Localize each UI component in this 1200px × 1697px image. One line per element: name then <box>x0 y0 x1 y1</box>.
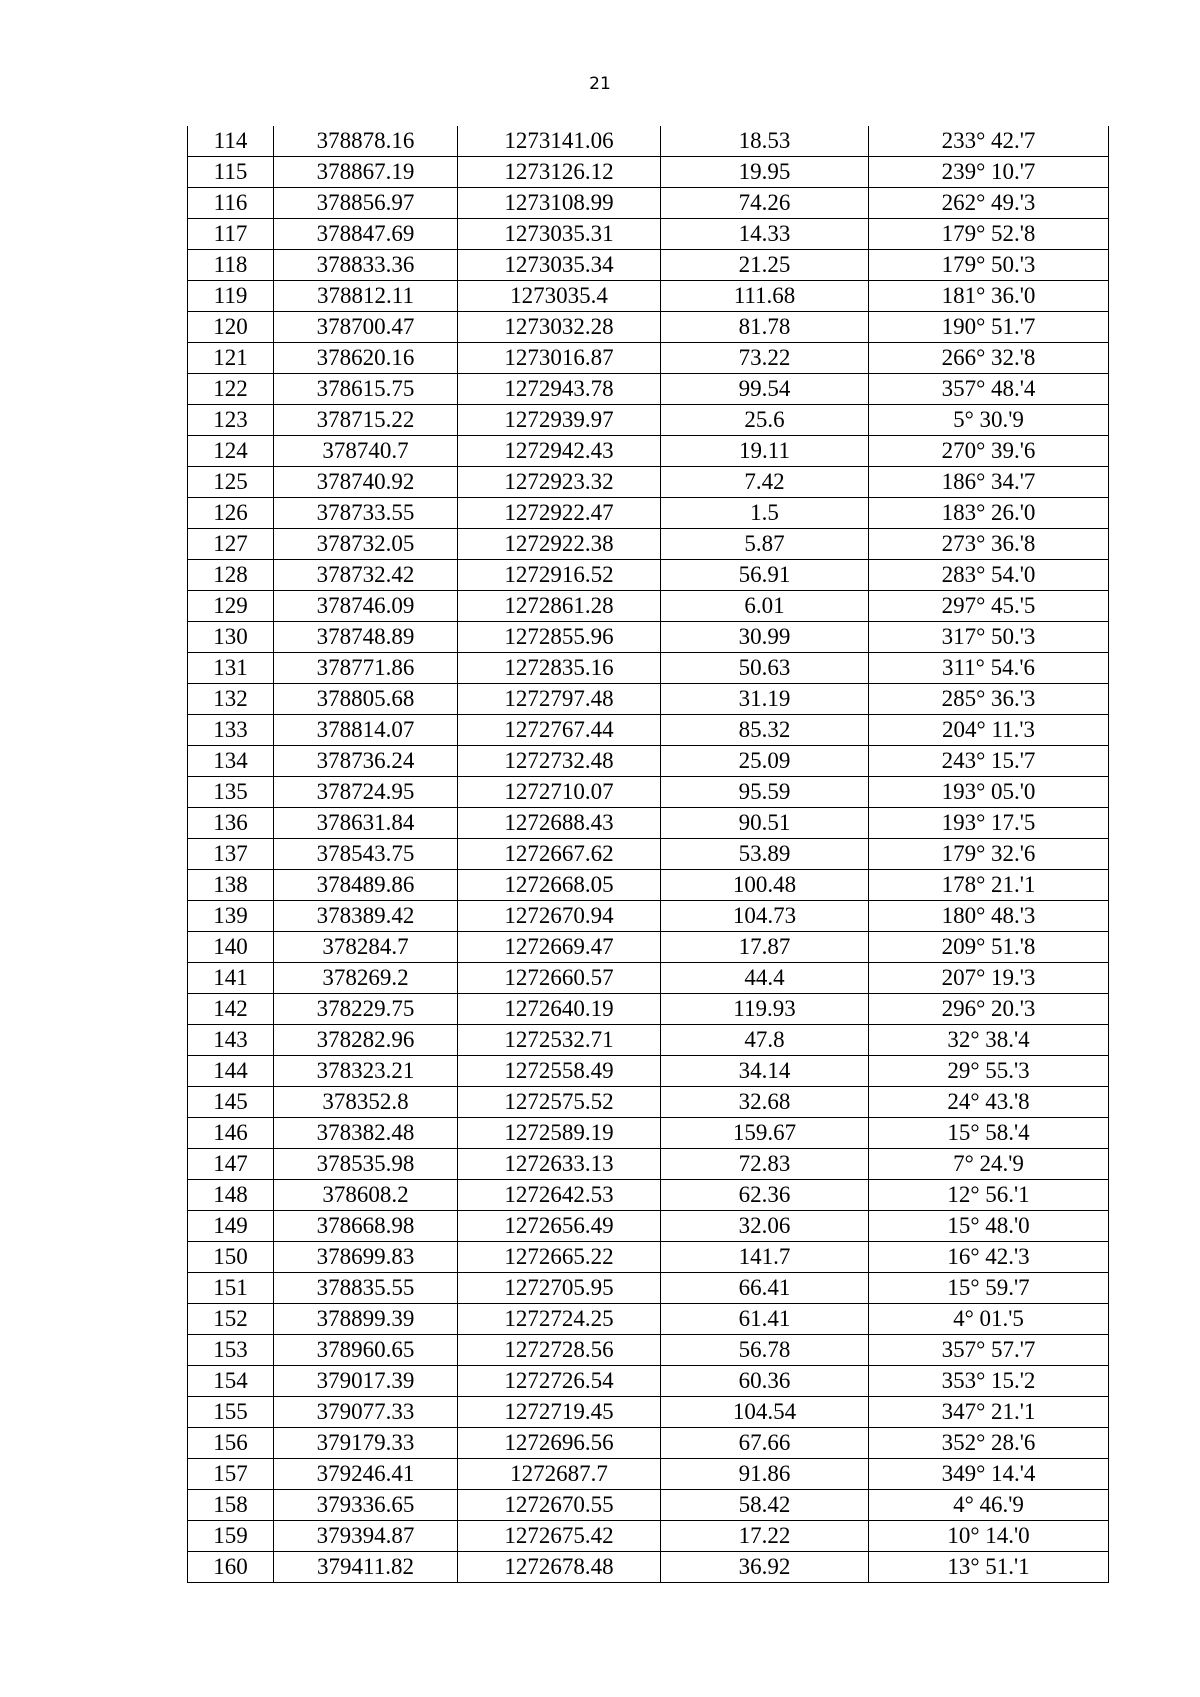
point-number-cell: 132 <box>188 684 274 715</box>
coordinates-table <box>187 126 1109 1583</box>
distance-cell: 100.48 <box>661 870 869 901</box>
table-row <box>188 1335 1109 1366</box>
x-coordinate-cell: 378746.09 <box>274 591 458 622</box>
y-coordinate-cell: 1272705.95 <box>458 1273 661 1304</box>
bearing-cell: 180° 48.'3 <box>869 901 1109 932</box>
table-row <box>188 1149 1109 1180</box>
table-row <box>188 343 1109 374</box>
bearing-cell: 24° 43.'8 <box>869 1087 1109 1118</box>
point-number-cell: 116 <box>188 188 274 219</box>
distance-cell: 25.09 <box>661 746 869 777</box>
distance-cell: 85.32 <box>661 715 869 746</box>
x-coordinate-cell: 378489.86 <box>274 870 458 901</box>
distance-cell: 81.78 <box>661 312 869 343</box>
x-coordinate-cell: 378608.2 <box>274 1180 458 1211</box>
point-number-cell: 153 <box>188 1335 274 1366</box>
bearing-cell: 266° 32.'8 <box>869 343 1109 374</box>
table-row <box>188 281 1109 312</box>
x-coordinate-cell: 378620.16 <box>274 343 458 374</box>
bearing-cell: 239° 10.'7 <box>869 157 1109 188</box>
y-coordinate-cell: 1272668.05 <box>458 870 661 901</box>
y-coordinate-cell: 1273035.34 <box>458 250 661 281</box>
table-row <box>188 746 1109 777</box>
distance-cell: 18.53 <box>661 126 869 157</box>
table-row <box>188 1459 1109 1490</box>
x-coordinate-cell: 379411.82 <box>274 1552 458 1583</box>
bearing-cell: 317° 50.'3 <box>869 622 1109 653</box>
x-coordinate-cell: 378724.95 <box>274 777 458 808</box>
y-coordinate-cell: 1272678.48 <box>458 1552 661 1583</box>
bearing-cell: 13° 51.'1 <box>869 1552 1109 1583</box>
point-number-cell: 126 <box>188 498 274 529</box>
x-coordinate-cell: 378615.75 <box>274 374 458 405</box>
distance-cell: 72.83 <box>661 1149 869 1180</box>
point-number-cell: 141 <box>188 963 274 994</box>
distance-cell: 31.19 <box>661 684 869 715</box>
bearing-cell: 4° 01.'5 <box>869 1304 1109 1335</box>
distance-cell: 6.01 <box>661 591 869 622</box>
point-number-cell: 157 <box>188 1459 274 1490</box>
point-number-cell: 150 <box>188 1242 274 1273</box>
distance-cell: 50.63 <box>661 653 869 684</box>
distance-cell: 32.06 <box>661 1211 869 1242</box>
distance-cell: 58.42 <box>661 1490 869 1521</box>
y-coordinate-cell: 1272710.07 <box>458 777 661 808</box>
distance-cell: 90.51 <box>661 808 869 839</box>
distance-cell: 1.5 <box>661 498 869 529</box>
point-number-cell: 151 <box>188 1273 274 1304</box>
y-coordinate-cell: 1272667.62 <box>458 839 661 870</box>
x-coordinate-cell: 378732.42 <box>274 560 458 591</box>
table-row <box>188 963 1109 994</box>
table-row <box>188 1180 1109 1211</box>
y-coordinate-cell: 1272797.48 <box>458 684 661 715</box>
y-coordinate-cell: 1272633.13 <box>458 1149 661 1180</box>
distance-cell: 159.67 <box>661 1118 869 1149</box>
x-coordinate-cell: 379394.87 <box>274 1521 458 1552</box>
distance-cell: 19.11 <box>661 436 869 467</box>
point-number-cell: 144 <box>188 1056 274 1087</box>
distance-cell: 74.26 <box>661 188 869 219</box>
distance-cell: 17.22 <box>661 1521 869 1552</box>
distance-cell: 62.36 <box>661 1180 869 1211</box>
table-row <box>188 1521 1109 1552</box>
bearing-cell: 183° 26.'0 <box>869 498 1109 529</box>
table-row <box>188 839 1109 870</box>
distance-cell: 25.6 <box>661 405 869 436</box>
point-number-cell: 142 <box>188 994 274 1025</box>
table-row <box>188 219 1109 250</box>
y-coordinate-cell: 1272861.28 <box>458 591 661 622</box>
x-coordinate-cell: 378733.55 <box>274 498 458 529</box>
x-coordinate-cell: 378284.7 <box>274 932 458 963</box>
bearing-cell: 352° 28.'6 <box>869 1428 1109 1459</box>
point-number-cell: 152 <box>188 1304 274 1335</box>
x-coordinate-cell: 378631.84 <box>274 808 458 839</box>
x-coordinate-cell: 378535.98 <box>274 1149 458 1180</box>
distance-cell: 21.25 <box>661 250 869 281</box>
bearing-cell: 15° 58.'4 <box>869 1118 1109 1149</box>
point-number-cell: 146 <box>188 1118 274 1149</box>
y-coordinate-cell: 1273016.87 <box>458 343 661 374</box>
point-number-cell: 125 <box>188 467 274 498</box>
y-coordinate-cell: 1273108.99 <box>458 188 661 219</box>
distance-cell: 30.99 <box>661 622 869 653</box>
x-coordinate-cell: 378382.48 <box>274 1118 458 1149</box>
bearing-cell: 347° 21.'1 <box>869 1397 1109 1428</box>
y-coordinate-cell: 1272726.54 <box>458 1366 661 1397</box>
table-row <box>188 126 1109 157</box>
table-row <box>188 1118 1109 1149</box>
table-row <box>188 715 1109 746</box>
bearing-cell: 353° 15.'2 <box>869 1366 1109 1397</box>
x-coordinate-cell: 378805.68 <box>274 684 458 715</box>
x-coordinate-cell: 378668.98 <box>274 1211 458 1242</box>
x-coordinate-cell: 378814.07 <box>274 715 458 746</box>
point-number-cell: 148 <box>188 1180 274 1211</box>
x-coordinate-cell: 378282.96 <box>274 1025 458 1056</box>
bearing-cell: 178° 21.'1 <box>869 870 1109 901</box>
y-coordinate-cell: 1272939.97 <box>458 405 661 436</box>
y-coordinate-cell: 1272656.49 <box>458 1211 661 1242</box>
table-row <box>188 932 1109 963</box>
bearing-cell: 357° 48.'4 <box>869 374 1109 405</box>
y-coordinate-cell: 1272687.7 <box>458 1459 661 1490</box>
bearing-cell: 190° 51.'7 <box>869 312 1109 343</box>
x-coordinate-cell: 378847.69 <box>274 219 458 250</box>
x-coordinate-cell: 378960.65 <box>274 1335 458 1366</box>
distance-cell: 95.59 <box>661 777 869 808</box>
bearing-cell: 7° 24.'9 <box>869 1149 1109 1180</box>
distance-cell: 32.68 <box>661 1087 869 1118</box>
x-coordinate-cell: 379017.39 <box>274 1366 458 1397</box>
table-row <box>188 1428 1109 1459</box>
x-coordinate-cell: 378269.2 <box>274 963 458 994</box>
table-row <box>188 1304 1109 1335</box>
bearing-cell: 179° 50.'3 <box>869 250 1109 281</box>
x-coordinate-cell: 378700.47 <box>274 312 458 343</box>
table-row <box>188 901 1109 932</box>
point-number-cell: 137 <box>188 839 274 870</box>
y-coordinate-cell: 1273141.06 <box>458 126 661 157</box>
table-row <box>188 777 1109 808</box>
coordinates-table-body <box>188 126 1109 1583</box>
x-coordinate-cell: 378736.24 <box>274 746 458 777</box>
y-coordinate-cell: 1272575.52 <box>458 1087 661 1118</box>
point-number-cell: 145 <box>188 1087 274 1118</box>
distance-cell: 61.41 <box>661 1304 869 1335</box>
x-coordinate-cell: 379179.33 <box>274 1428 458 1459</box>
bearing-cell: 207° 19.'3 <box>869 963 1109 994</box>
point-number-cell: 136 <box>188 808 274 839</box>
y-coordinate-cell: 1272922.38 <box>458 529 661 560</box>
bearing-cell: 12° 56.'1 <box>869 1180 1109 1211</box>
point-number-cell: 158 <box>188 1490 274 1521</box>
y-coordinate-cell: 1272642.53 <box>458 1180 661 1211</box>
distance-cell: 5.87 <box>661 529 869 560</box>
point-number-cell: 131 <box>188 653 274 684</box>
y-coordinate-cell: 1272732.48 <box>458 746 661 777</box>
bearing-cell: 233° 42.'7 <box>869 126 1109 157</box>
bearing-cell: 270° 39.'6 <box>869 436 1109 467</box>
bearing-cell: 29° 55.'3 <box>869 1056 1109 1087</box>
point-number-cell: 118 <box>188 250 274 281</box>
point-number-cell: 124 <box>188 436 274 467</box>
x-coordinate-cell: 378699.83 <box>274 1242 458 1273</box>
bearing-cell: 181° 36.'0 <box>869 281 1109 312</box>
point-number-cell: 156 <box>188 1428 274 1459</box>
distance-cell: 111.68 <box>661 281 869 312</box>
distance-cell: 17.87 <box>661 932 869 963</box>
x-coordinate-cell: 378771.86 <box>274 653 458 684</box>
y-coordinate-cell: 1272835.16 <box>458 653 661 684</box>
point-number-cell: 123 <box>188 405 274 436</box>
y-coordinate-cell: 1272922.47 <box>458 498 661 529</box>
distance-cell: 91.86 <box>661 1459 869 1490</box>
table-row <box>188 188 1109 219</box>
distance-cell: 19.95 <box>661 157 869 188</box>
bearing-cell: 283° 54.'0 <box>869 560 1109 591</box>
y-coordinate-cell: 1272724.25 <box>458 1304 661 1335</box>
table-row <box>188 405 1109 436</box>
point-number-cell: 134 <box>188 746 274 777</box>
point-number-cell: 128 <box>188 560 274 591</box>
y-coordinate-cell: 1272640.19 <box>458 994 661 1025</box>
table-row <box>188 1490 1109 1521</box>
point-number-cell: 122 <box>188 374 274 405</box>
table-row <box>188 374 1109 405</box>
bearing-cell: 349° 14.'4 <box>869 1459 1109 1490</box>
bearing-cell: 179° 32.'6 <box>869 839 1109 870</box>
table-row <box>188 1242 1109 1273</box>
point-number-cell: 120 <box>188 312 274 343</box>
x-coordinate-cell: 378732.05 <box>274 529 458 560</box>
table-row <box>188 591 1109 622</box>
point-number-cell: 143 <box>188 1025 274 1056</box>
distance-cell: 47.8 <box>661 1025 869 1056</box>
y-coordinate-cell: 1272696.56 <box>458 1428 661 1459</box>
x-coordinate-cell: 378833.36 <box>274 250 458 281</box>
y-coordinate-cell: 1272532.71 <box>458 1025 661 1056</box>
distance-cell: 104.73 <box>661 901 869 932</box>
x-coordinate-cell: 378878.16 <box>274 126 458 157</box>
distance-cell: 53.89 <box>661 839 869 870</box>
x-coordinate-cell: 378352.8 <box>274 1087 458 1118</box>
point-number-cell: 127 <box>188 529 274 560</box>
table-row <box>188 436 1109 467</box>
y-coordinate-cell: 1272665.22 <box>458 1242 661 1273</box>
bearing-cell: 32° 38.'4 <box>869 1025 1109 1056</box>
page-number: 21 <box>589 74 611 94</box>
y-coordinate-cell: 1272670.94 <box>458 901 661 932</box>
x-coordinate-cell: 378748.89 <box>274 622 458 653</box>
bearing-cell: 193° 05.'0 <box>869 777 1109 808</box>
x-coordinate-cell: 379077.33 <box>274 1397 458 1428</box>
distance-cell: 73.22 <box>661 343 869 374</box>
y-coordinate-cell: 1272589.19 <box>458 1118 661 1149</box>
y-coordinate-cell: 1272855.96 <box>458 622 661 653</box>
point-number-cell: 130 <box>188 622 274 653</box>
table-row <box>188 498 1109 529</box>
distance-cell: 67.66 <box>661 1428 869 1459</box>
y-coordinate-cell: 1272943.78 <box>458 374 661 405</box>
bearing-cell: 357° 57.'7 <box>869 1335 1109 1366</box>
point-number-cell: 154 <box>188 1366 274 1397</box>
y-coordinate-cell: 1272670.55 <box>458 1490 661 1521</box>
table-row <box>188 684 1109 715</box>
x-coordinate-cell: 378899.39 <box>274 1304 458 1335</box>
table-row <box>188 560 1109 591</box>
table-row <box>188 467 1109 498</box>
table-row <box>188 157 1109 188</box>
bearing-cell: 15° 59.'7 <box>869 1273 1109 1304</box>
y-coordinate-cell: 1272942.43 <box>458 436 661 467</box>
table-row <box>188 250 1109 281</box>
bearing-cell: 262° 49.'3 <box>869 188 1109 219</box>
point-number-cell: 121 <box>188 343 274 374</box>
table-row <box>188 1211 1109 1242</box>
y-coordinate-cell: 1273126.12 <box>458 157 661 188</box>
bearing-cell: 15° 48.'0 <box>869 1211 1109 1242</box>
point-number-cell: 133 <box>188 715 274 746</box>
y-coordinate-cell: 1273035.4 <box>458 281 661 312</box>
bearing-cell: 311° 54.'6 <box>869 653 1109 684</box>
table-row <box>188 870 1109 901</box>
distance-cell: 141.7 <box>661 1242 869 1273</box>
x-coordinate-cell: 378856.97 <box>274 188 458 219</box>
y-coordinate-cell: 1272719.45 <box>458 1397 661 1428</box>
x-coordinate-cell: 378740.92 <box>274 467 458 498</box>
point-number-cell: 159 <box>188 1521 274 1552</box>
bearing-cell: 186° 34.'7 <box>869 467 1109 498</box>
bearing-cell: 204° 11.'3 <box>869 715 1109 746</box>
y-coordinate-cell: 1272916.52 <box>458 560 661 591</box>
point-number-cell: 149 <box>188 1211 274 1242</box>
bearing-cell: 273° 36.'8 <box>869 529 1109 560</box>
distance-cell: 99.54 <box>661 374 869 405</box>
table-row <box>188 312 1109 343</box>
point-number-cell: 129 <box>188 591 274 622</box>
distance-cell: 119.93 <box>661 994 869 1025</box>
x-coordinate-cell: 378323.21 <box>274 1056 458 1087</box>
x-coordinate-cell: 379246.41 <box>274 1459 458 1490</box>
y-coordinate-cell: 1272669.47 <box>458 932 661 963</box>
point-number-cell: 119 <box>188 281 274 312</box>
table-row <box>188 1366 1109 1397</box>
point-number-cell: 135 <box>188 777 274 808</box>
table-row <box>188 1056 1109 1087</box>
bearing-cell: 193° 17.'5 <box>869 808 1109 839</box>
table-row <box>188 653 1109 684</box>
distance-cell: 14.33 <box>661 219 869 250</box>
point-number-cell: 139 <box>188 901 274 932</box>
x-coordinate-cell: 378740.7 <box>274 436 458 467</box>
point-number-cell: 140 <box>188 932 274 963</box>
table-row <box>188 1087 1109 1118</box>
point-number-cell: 155 <box>188 1397 274 1428</box>
bearing-cell: 16° 42.'3 <box>869 1242 1109 1273</box>
y-coordinate-cell: 1273032.28 <box>458 312 661 343</box>
bearing-cell: 297° 45.'5 <box>869 591 1109 622</box>
table-row <box>188 529 1109 560</box>
table-row <box>188 808 1109 839</box>
y-coordinate-cell: 1272558.49 <box>458 1056 661 1087</box>
y-coordinate-cell: 1272675.42 <box>458 1521 661 1552</box>
bearing-cell: 179° 52.'8 <box>869 219 1109 250</box>
distance-cell: 66.41 <box>661 1273 869 1304</box>
y-coordinate-cell: 1272688.43 <box>458 808 661 839</box>
y-coordinate-cell: 1272923.32 <box>458 467 661 498</box>
distance-cell: 34.14 <box>661 1056 869 1087</box>
bearing-cell: 285° 36.'3 <box>869 684 1109 715</box>
table-row <box>188 622 1109 653</box>
distance-cell: 36.92 <box>661 1552 869 1583</box>
point-number-cell: 138 <box>188 870 274 901</box>
x-coordinate-cell: 378543.75 <box>274 839 458 870</box>
x-coordinate-cell: 378715.22 <box>274 405 458 436</box>
table-row <box>188 994 1109 1025</box>
bearing-cell: 5° 30.'9 <box>869 405 1109 436</box>
point-number-cell: 147 <box>188 1149 274 1180</box>
distance-cell: 56.91 <box>661 560 869 591</box>
point-number-cell: 160 <box>188 1552 274 1583</box>
y-coordinate-cell: 1273035.31 <box>458 219 661 250</box>
table-row <box>188 1273 1109 1304</box>
distance-cell: 56.78 <box>661 1335 869 1366</box>
bearing-cell: 10° 14.'0 <box>869 1521 1109 1552</box>
bearing-cell: 243° 15.'7 <box>869 746 1109 777</box>
bearing-cell: 209° 51.'8 <box>869 932 1109 963</box>
x-coordinate-cell: 378229.75 <box>274 994 458 1025</box>
y-coordinate-cell: 1272767.44 <box>458 715 661 746</box>
table-row <box>188 1025 1109 1056</box>
distance-cell: 44.4 <box>661 963 869 994</box>
table-row <box>188 1552 1109 1583</box>
x-coordinate-cell: 378835.55 <box>274 1273 458 1304</box>
distance-cell: 104.54 <box>661 1397 869 1428</box>
distance-cell: 7.42 <box>661 467 869 498</box>
x-coordinate-cell: 378389.42 <box>274 901 458 932</box>
point-number-cell: 115 <box>188 157 274 188</box>
y-coordinate-cell: 1272660.57 <box>458 963 661 994</box>
bearing-cell: 4° 46.'9 <box>869 1490 1109 1521</box>
x-coordinate-cell: 378812.11 <box>274 281 458 312</box>
point-number-cell: 114 <box>188 126 274 157</box>
x-coordinate-cell: 378867.19 <box>274 157 458 188</box>
distance-cell: 60.36 <box>661 1366 869 1397</box>
bearing-cell: 296° 20.'3 <box>869 994 1109 1025</box>
point-number-cell: 117 <box>188 219 274 250</box>
x-coordinate-cell: 379336.65 <box>274 1490 458 1521</box>
table-row <box>188 1397 1109 1428</box>
y-coordinate-cell: 1272728.56 <box>458 1335 661 1366</box>
